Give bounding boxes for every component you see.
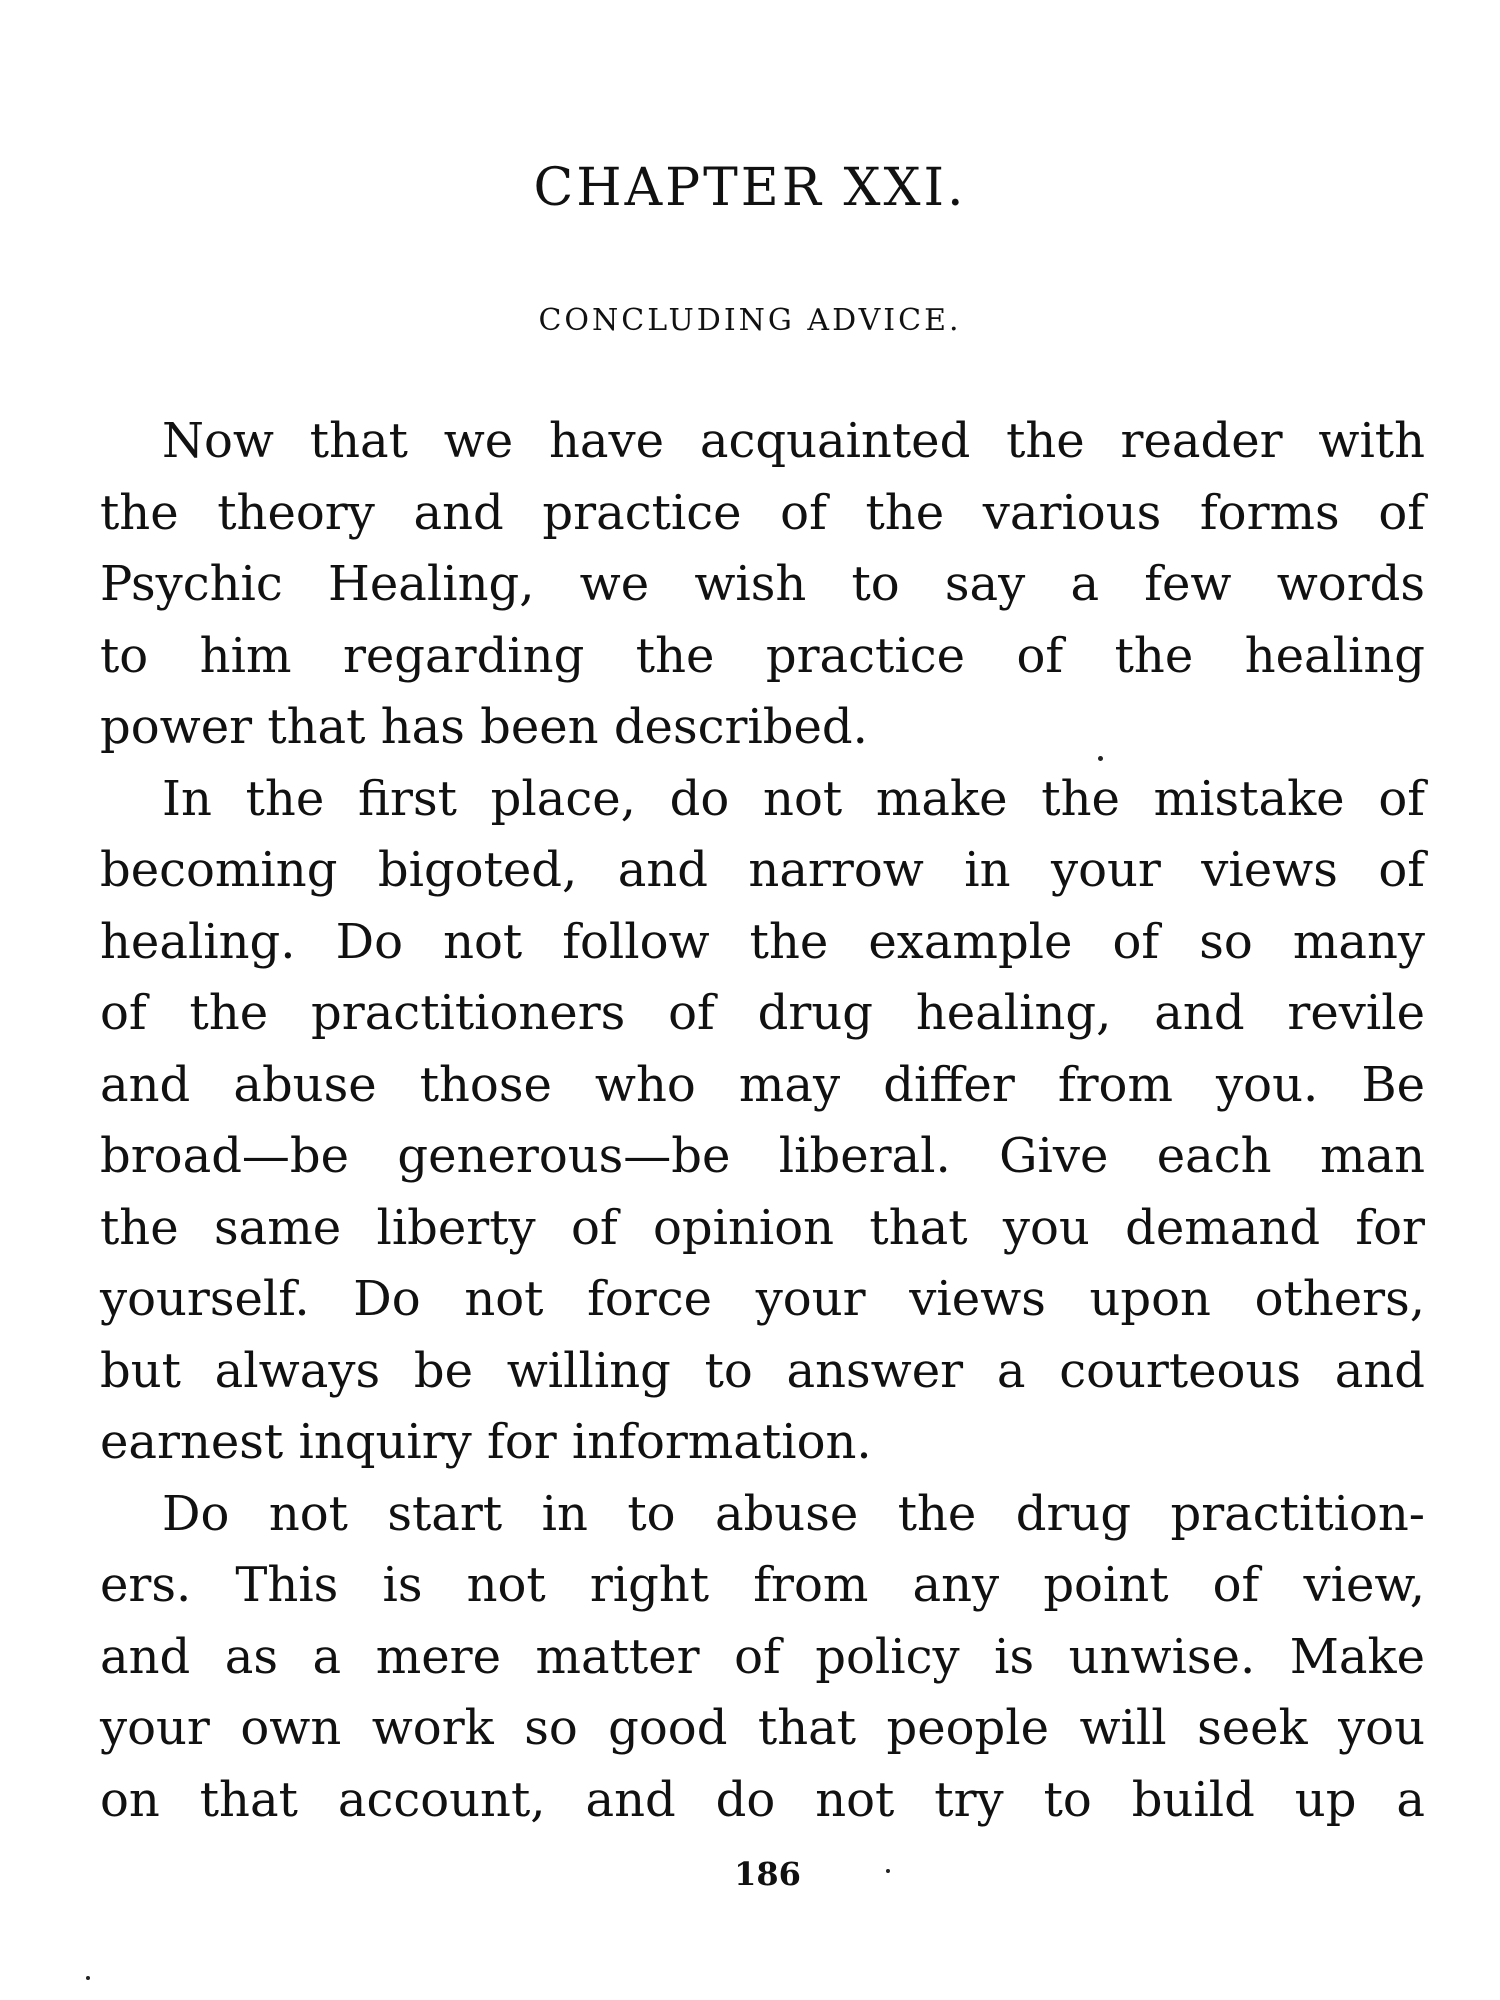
text-line: Psychic Healing, we wish to say a few words — [100, 556, 1425, 612]
text-line: ers. This is not right from any point of view, — [100, 1557, 1425, 1613]
text-line: the theory and practice of the various forms of — [100, 484, 1425, 541]
paragraph-2 — [100, 764, 1425, 1479]
text-line: In the first place, do not make the mistake of — [162, 770, 1425, 827]
chapter-title: CHAPTER XXI. — [533, 158, 967, 218]
text-line: your own work so good that people will seek you — [100, 1700, 1425, 1756]
section-title: CONCLUDING ADVICE. — [538, 303, 962, 338]
text-line: and abuse those who may differ from you. Be — [100, 1056, 1425, 1113]
print-speck — [886, 1869, 890, 1873]
text-line: and as a mere matter of policy is unwise. Make — [100, 1628, 1425, 1685]
text-line: the same liberty of opinion that you demand for — [100, 1199, 1425, 1256]
text-line: power that has been described. — [100, 699, 868, 755]
text-line: to him regarding the practice of the healing — [100, 627, 1425, 684]
text-line: earnest inquiry for information. — [100, 1414, 872, 1470]
text-line: broad—be generous—be liberal. Give each man — [100, 1128, 1425, 1184]
text-line: Now that we have acquainted the reader with — [162, 413, 1425, 469]
paragraph-1 — [100, 406, 1425, 764]
text-line: Do not start in to abuse the drug practition- — [162, 1485, 1425, 1542]
body-text — [100, 406, 1425, 1836]
print-speck — [86, 1976, 90, 1980]
print-speck — [1098, 756, 1103, 761]
text-line: but always be willing to answer a courteous and — [100, 1342, 1425, 1399]
text-line: healing. Do not follow the example of so many — [100, 913, 1425, 970]
text-line: of the practitioners of drug healing, and revile — [100, 985, 1425, 1041]
page-number: 186 — [734, 1855, 801, 1893]
text-line: on that account, and do not try to build up a — [100, 1771, 1425, 1828]
text-line: becoming bigoted, and narrow in your views of — [100, 842, 1425, 898]
text-line: yourself. Do not force your views upon others, — [100, 1271, 1425, 1327]
paragraph-3 — [100, 1479, 1425, 1837]
